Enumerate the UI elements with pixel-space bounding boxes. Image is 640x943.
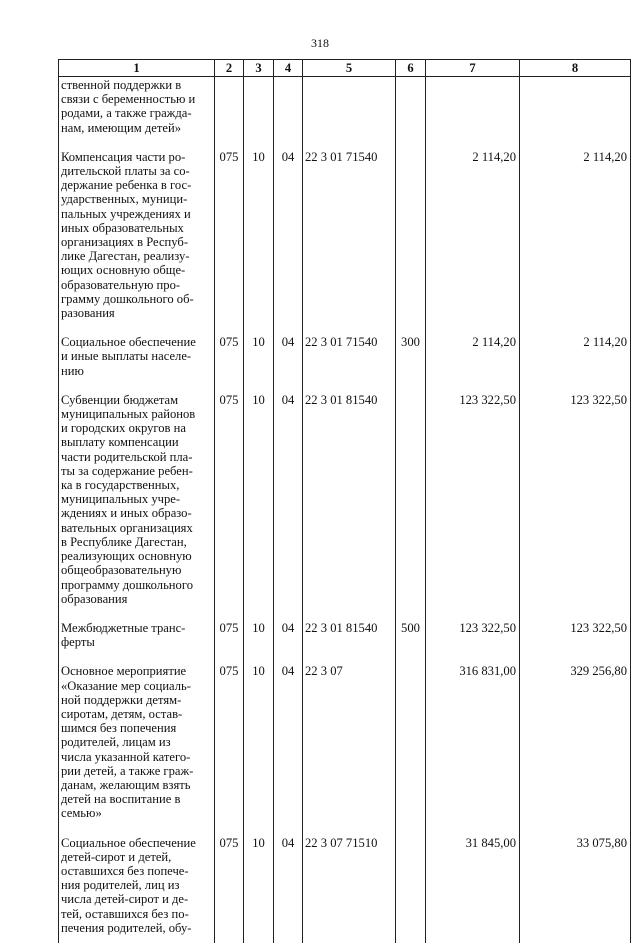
- table-row: [59, 77, 631, 143]
- table-row: [59, 386, 631, 614]
- target-article-code: 22 3 07 71510: [303, 829, 396, 943]
- expense-type-code: [396, 386, 426, 614]
- section-code: 10: [244, 614, 274, 657]
- amount-year-2: 123 322,50: [520, 614, 631, 657]
- ministry-code: [215, 77, 244, 143]
- description-line: тей, оставшихся без по-: [61, 906, 189, 921]
- section-code: 10: [244, 386, 274, 614]
- page-number: 318: [311, 36, 329, 50]
- description-line: выплату компенсации: [61, 435, 179, 450]
- description-line: вательных организациях: [61, 520, 193, 535]
- amount-year-2: 2 114,20: [520, 328, 631, 386]
- description-line: реализующих основную: [61, 549, 192, 564]
- header-col-5: 5: [303, 60, 396, 77]
- description-line: ждениях и иных образо-: [61, 506, 192, 521]
- description-line: грамму дошкольного об-: [61, 291, 194, 306]
- amount-year-1: 31 845,00: [426, 829, 520, 943]
- description-line: «Оказание мер социаль-: [61, 678, 191, 693]
- section-code: 10: [244, 328, 274, 386]
- description-line: связи с беременностью и: [61, 92, 196, 107]
- description-line: общеобразовательную: [61, 563, 182, 578]
- description-line: пальных учреждениях и: [61, 206, 191, 221]
- description-line: ющих основную обще-: [61, 263, 186, 278]
- description-line: семью»: [61, 806, 102, 821]
- header-col-1: 1: [59, 60, 215, 77]
- description-line: Межбюджетные транс-: [61, 620, 186, 635]
- target-article-code: 22 3 01 81540: [303, 614, 396, 657]
- description-line: печения родителей, обу-: [61, 920, 192, 935]
- amount-year-2: 123 322,50: [520, 386, 631, 614]
- section-code: [244, 77, 274, 143]
- expense-type-code: [396, 657, 426, 828]
- description-line: ния родителей, лиц из: [61, 878, 180, 893]
- description-line: образования: [61, 591, 128, 606]
- amount-year-1: 123 322,50: [426, 614, 520, 657]
- row-description: [59, 386, 215, 614]
- section-code: 10: [244, 829, 274, 943]
- amount-year-1: [426, 77, 520, 143]
- description-line: и городских округов на: [61, 421, 186, 436]
- amount-year-2: 329 256,80: [520, 657, 631, 828]
- description-line: ударственных, муници-: [61, 192, 188, 207]
- header-row: [59, 60, 631, 77]
- amount-year-1: 2 114,20: [426, 328, 520, 386]
- target-article-code: [303, 77, 396, 143]
- description-line: Субвенции бюджетам: [61, 392, 179, 407]
- description-line: ной поддержки детям-: [61, 692, 182, 707]
- description-line: части родительской пла-: [61, 449, 193, 464]
- row-description: [59, 328, 215, 386]
- target-article-code: 22 3 01 71540: [303, 143, 396, 328]
- description-line: и иные выплаты населе-: [61, 349, 192, 364]
- expense-type-code: 300: [396, 328, 426, 386]
- table-row: [59, 143, 631, 328]
- ministry-code: 075: [215, 143, 244, 328]
- description-line: муниципальных районов: [61, 407, 196, 422]
- target-article-code: 22 3 01 71540: [303, 328, 396, 386]
- header-col-2: 2: [215, 60, 244, 77]
- description-line: дительской платы за со-: [61, 164, 190, 179]
- row-description: [59, 829, 215, 943]
- table-row: [59, 657, 631, 828]
- amount-year-1: 123 322,50: [426, 386, 520, 614]
- expense-type-code: [396, 143, 426, 328]
- description-line: муниципальных учре-: [61, 492, 181, 507]
- table-row: [59, 614, 631, 657]
- description-line: числа детей-сирот и де-: [61, 892, 189, 907]
- table-row: [59, 829, 631, 943]
- description-line: образовательную про-: [61, 277, 181, 292]
- subsection-code: 04: [274, 829, 303, 943]
- description-line: лике Дагестан, реализу-: [61, 249, 190, 264]
- amount-year-1: 316 831,00: [426, 657, 520, 828]
- description-line: нию: [61, 363, 84, 378]
- description-line: ты за содержание ребен-: [61, 463, 193, 478]
- row-description: [59, 77, 215, 143]
- amount-year-2: [520, 77, 631, 143]
- description-line: держание ребенка в гос-: [61, 178, 192, 193]
- header-col-8: 8: [520, 60, 631, 77]
- subsection-code: 04: [274, 657, 303, 828]
- section-code: 10: [244, 657, 274, 828]
- description-line: ферты: [61, 635, 95, 650]
- row-description: [59, 614, 215, 657]
- budget-table: [58, 59, 631, 943]
- section-code: 10: [244, 143, 274, 328]
- subsection-code: 04: [274, 386, 303, 614]
- ministry-code: 075: [215, 328, 244, 386]
- description-line: иных образовательных: [61, 220, 184, 235]
- subsection-code: [274, 77, 303, 143]
- amount-year-1: 2 114,20: [426, 143, 520, 328]
- subsection-code: 04: [274, 328, 303, 386]
- expense-type-code: 500: [396, 614, 426, 657]
- table-body: [59, 77, 631, 943]
- description-line: нам, имеющим детей»: [61, 120, 181, 135]
- description-line: родителей, лицам из: [61, 735, 171, 750]
- ministry-code: 075: [215, 614, 244, 657]
- row-description: [59, 143, 215, 328]
- ministry-code: 075: [215, 829, 244, 943]
- description-line: в Республике Дагестан,: [61, 534, 187, 549]
- description-line: рии детей, а также граж-: [61, 763, 194, 778]
- description-line: Компенсация части ро-: [61, 149, 186, 164]
- subsection-code: 04: [274, 143, 303, 328]
- description-line: Социальное обеспечение: [61, 335, 196, 350]
- target-article-code: 22 3 07: [303, 657, 396, 828]
- description-line: Основное мероприятие: [61, 664, 187, 679]
- row-description: [59, 657, 215, 828]
- description-line: ственной поддержки в: [61, 78, 182, 92]
- description-line: шимся без попечения: [61, 721, 177, 736]
- description-line: программу дошкольного: [61, 577, 193, 592]
- description-line: детей на воспитание в: [61, 792, 181, 807]
- subsection-code: 04: [274, 614, 303, 657]
- target-article-code: 22 3 01 81540: [303, 386, 396, 614]
- table-row: [59, 328, 631, 386]
- description-line: ка в государственных,: [61, 478, 180, 493]
- header-col-7: 7: [426, 60, 520, 77]
- description-line: организациях в Респуб-: [61, 235, 189, 250]
- description-line: детей-сирот и детей,: [61, 849, 172, 864]
- description-line: данам, желающим взять: [61, 777, 191, 792]
- header-col-4: 4: [274, 60, 303, 77]
- ministry-code: 075: [215, 386, 244, 614]
- expense-type-code: [396, 829, 426, 943]
- description-line: числа указанной катего-: [61, 749, 191, 764]
- header-col-6: 6: [396, 60, 426, 77]
- expense-type-code: [396, 77, 426, 143]
- description-line: родами, а также гражда-: [61, 106, 192, 121]
- amount-year-2: 2 114,20: [520, 143, 631, 328]
- description-line: оставшихся без попече-: [61, 863, 189, 878]
- description-line: Социальное обеспечение: [61, 835, 196, 850]
- header-col-3: 3: [244, 60, 274, 77]
- description-line: разования: [61, 306, 115, 321]
- amount-year-2: 33 075,80: [520, 829, 631, 943]
- description-line: сиротам, детям, остав-: [61, 706, 183, 721]
- ministry-code: 075: [215, 657, 244, 828]
